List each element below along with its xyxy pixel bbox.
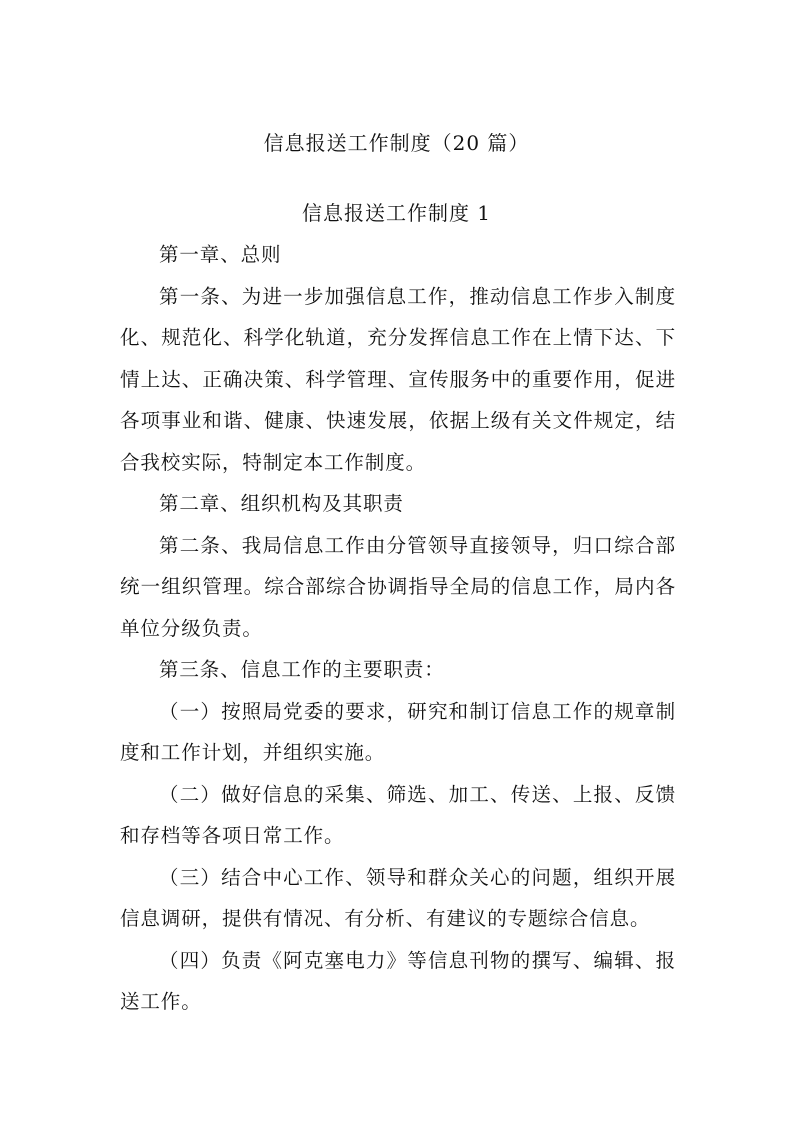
duty-item-4: （四）负责《阿克塞电力》等信息刊物的撰写、编辑、报送工作。 (120, 948, 676, 1013)
section-title: 信息报送工作制度 1 (301, 201, 492, 225)
duty-item-1: （一）按照局党委的要求，研究和制订信息工作的规章制度和工作计划，并组织实施。 (120, 699, 676, 764)
article-2-paragraph: 第二条、我局信息工作由分管领导直接领导，归口综合部统一组织管理。综合部综合协调指导全局的信息工作，局内各单位分级负责。 (120, 533, 676, 640)
article-1-paragraph: 第一条、为进一步加强信息工作，推动信息工作步入制度化、规范化、科学化轨道，充分发挥信息工作在上情下达、下情上达、正确决策、科学管理、宣传服务中的重要作用，促进各项事业和谐、健康、快速发展，依据上级有关文件规定，结合我校实际，特制定本工作制度。 (120, 284, 676, 474)
duty-item-2: （二）做好信息的采集、筛选、加工、传送、上报、反馈和存档等各项日常工作。 (120, 782, 676, 847)
duty-item-3: （三）结合中心工作、领导和群众关心的问题，组织开展信息调研，提供有情况、有分析、有建议的专题综合信息。 (120, 865, 676, 930)
chapter-heading-general: 第一章、总则 (159, 243, 282, 266)
article-3-paragraph: 第三条、信息工作的主要职责： (159, 658, 445, 681)
chapter-heading-organization: 第二章、组织机构及其职责 (159, 492, 404, 515)
document-body (120, 234, 676, 1023)
document-title: 信息报送工作制度（20 篇） (263, 131, 530, 155)
